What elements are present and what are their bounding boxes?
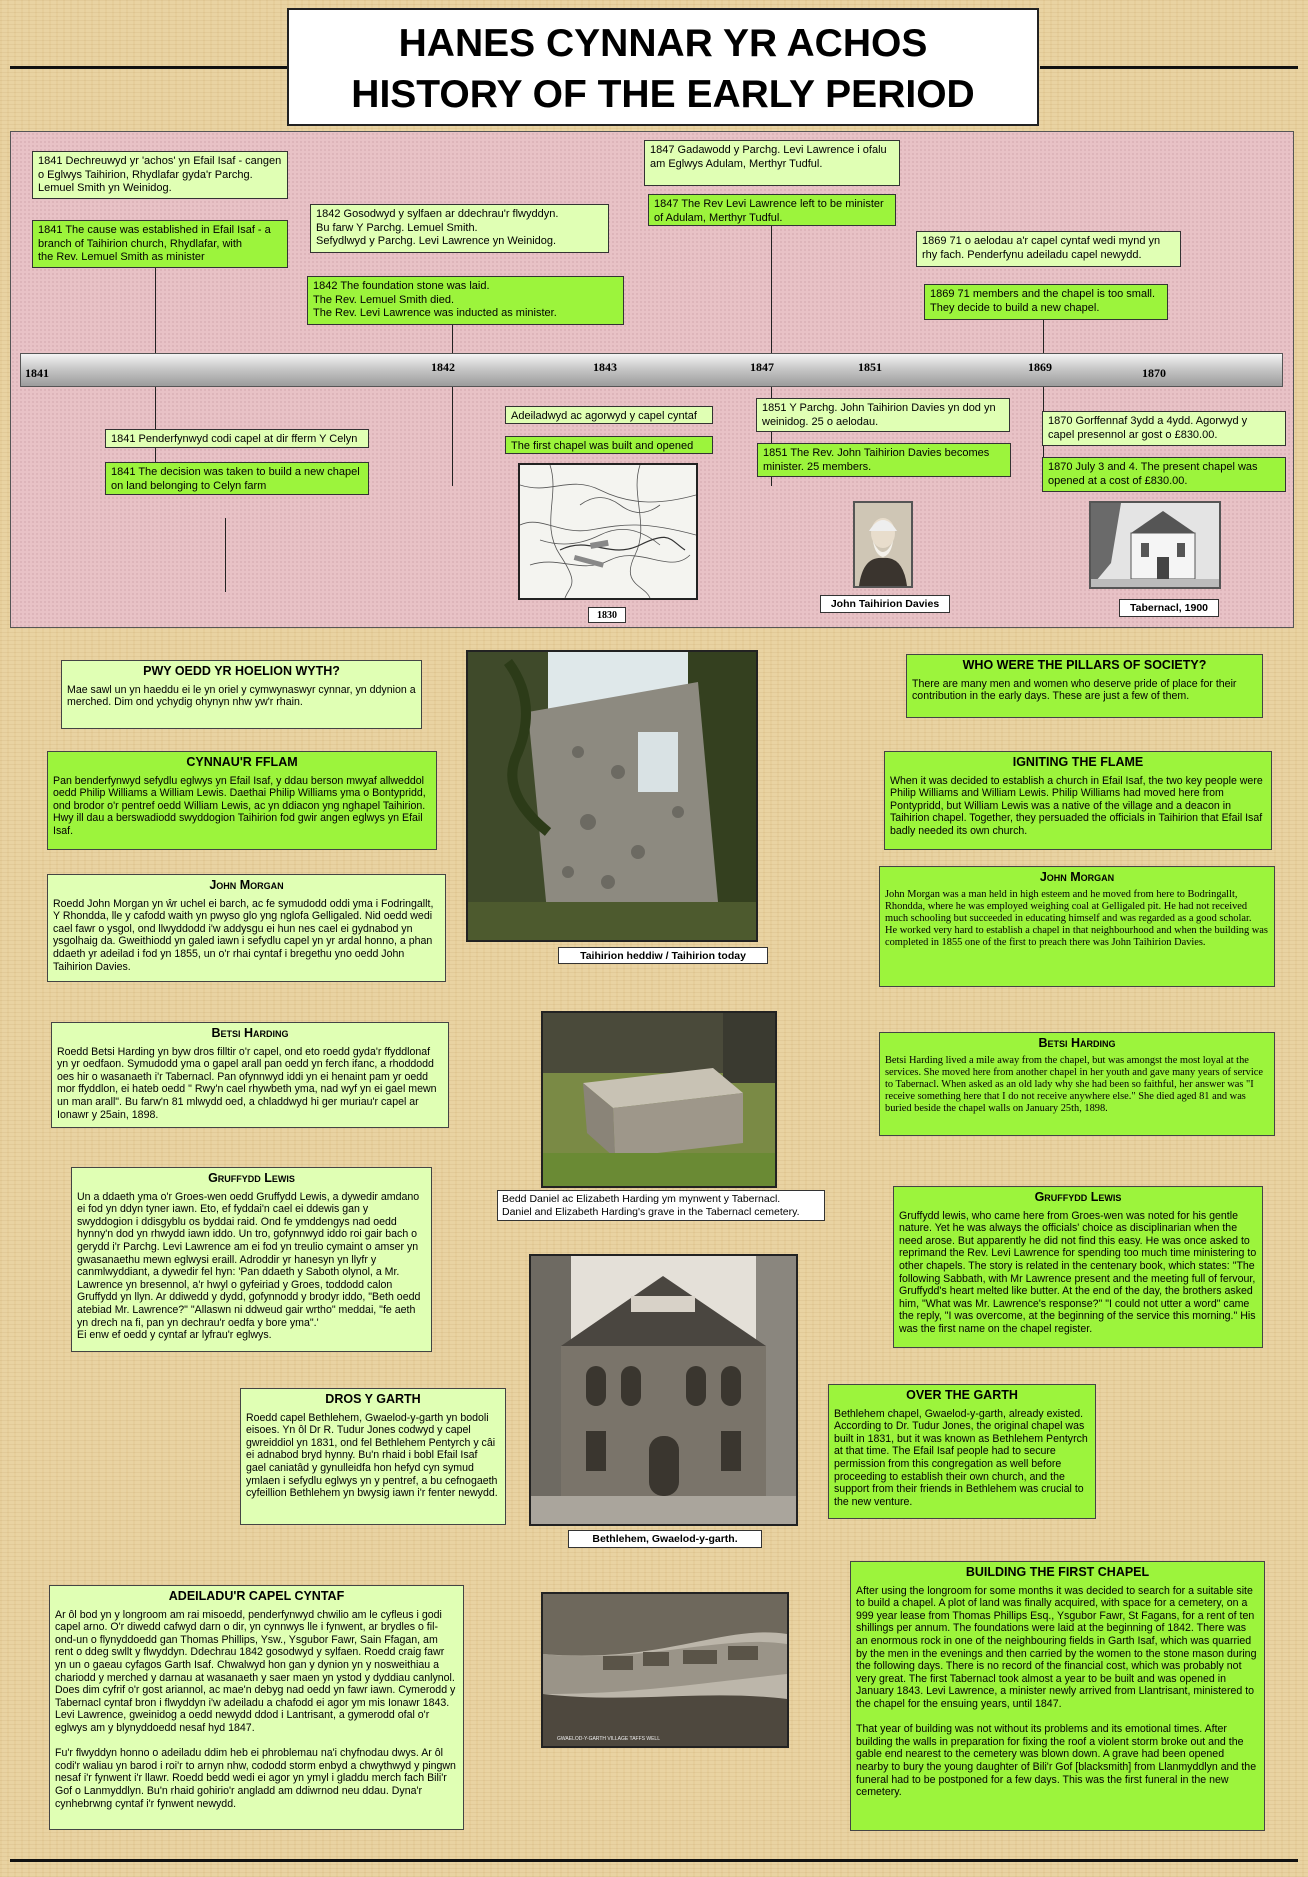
panel-betsi-english-title: Betsi Harding <box>1038 1036 1116 1050</box>
connector-1841-below <box>225 518 226 592</box>
panel-gruffydd-english-body: Gruffydd lewis, who came here from Groes-wen was noted for his gentle nature. Yet he was always the officials' choice as disciplinarian when the need arose. But apparently he did not find this easy. He was once asked to reprimand the Rev. Levi Lawrence for spending too much time ministering to other chapels. The story is related in the centenary book, which states: "The following Sabbath, with Mr Lawrence present and the meeting full of fervour, Gruffydd's heart melted like butter. At the end of the day, the brothers asked him, "What was Mr. Lawrence's response?" "I could not utter a word" came the reply, "I was overcome, at the beginning of the service this morning." His was the first name on the chapel register. <box>899 1209 1257 1335</box>
tl-1841-welsh: 1841 Dechreuwyd yr 'achos' yn Efail Isaf - cangen o Eglwys Taihirion, Rhydlafar gyda'r Parchg. Lemuel Smith yn Weinidog. <box>32 151 288 199</box>
title-welsh: HANES CYNNAR YR ACHOS <box>398 22 928 65</box>
panel-pwy-oedd <box>61 660 422 729</box>
panel-over-garth <box>828 1384 1096 1519</box>
taihirion-ruin-drawing <box>468 652 756 940</box>
panel-betsi-welsh-body: Roedd Betsi Harding yn byw dros filltir o'r capel, ond eto roedd gyda'r ffyddlonaf yn yr oedfaon. Symudodd yma o gapel arall pan oedd yn ferch ifanc, a rhoddodd oes hir o wasanaeth i'r Tabernacl. Pan ofynnwyd iddi yn ei henaint pam yr oedd mor ffyddlon, ei hateb oedd " Rwy'n cael rhywbeth yma, nad wyf yn ei gael mewn un man arall". Bu farw'n 81 mlwydd oed, a chladdwyd hi ger muriau'r capel ar Ionawr y 25ain, 1898. <box>57 1045 437 1121</box>
panel-over-garth-body: Bethlehem chapel, Gwaelod-y-garth, already existed. According to Dr. Tudur Jones, the original chapel was built in 1831, but it was known as Bethlehem Pentyrch at that time. The Efail Isaf people had to secure permission from this congregation as well before proceeding to establish their own church, and the support from their friends in Bethlehem was crucial to the new venture. <box>834 1407 1088 1508</box>
tl-1851-welsh: 1851 Y Parchg. John Taihirion Davies yn dod yn weinidog. 25 o aelodau. <box>756 398 1010 432</box>
bethlehem-photo <box>529 1254 798 1526</box>
panel-gruffydd-welsh <box>71 1167 432 1352</box>
timeline-bar <box>20 353 1283 387</box>
map-caption: 1830 <box>588 607 626 623</box>
tl-1870-welsh: 1870 Gorffennaf 3ydd a 4ydd. Agorwyd y capel presennol ar gost o £830.00. <box>1042 411 1286 446</box>
tl-1869-english: 1869 71 members and the chapel is too small. They decide to build a new chapel. <box>924 284 1168 320</box>
postcard-inscription: GWAELOD-Y-GARTH VILLAGE TAFFS WELL <box>557 1736 660 1742</box>
panel-adeiladu-capel <box>49 1585 464 1830</box>
grave-caption: Bedd Daniel ac Elizabeth Harding ym mynwent y Tabernacl. Daniel and Elizabeth Harding's grave in the Tabernacl cemetery. <box>497 1190 825 1221</box>
panel-betsi-english <box>879 1032 1275 1136</box>
panel-cynnau-fflam <box>47 751 437 850</box>
panel-building-first-chapel <box>850 1561 1265 1831</box>
tabernacl-1900-image <box>1089 501 1221 589</box>
panel-betsi-english-body: Betsi Harding lived a mile away from the chapel, but was amongst the most loyal at the services. She moved here from another chapel in her youth and gave many years of service to Tabernacl. When asked as an old lady why she had been so faithful, her answer was "I receive something here that I do not receive anywhere else." She died aged 81 and was buried beside the chapel walls on January 25th, 1898. <box>885 1055 1263 1114</box>
grave-drawing <box>543 1013 775 1186</box>
tl-1841b-english: 1841 The decision was taken to build a new chapel on land belonging to Celyn farm <box>105 462 369 495</box>
page-title <box>287 8 1039 126</box>
panel-pwy-oedd-body: Mae sawl un yn haeddu ei le yn oriel y cymwynaswyr cynnar, yn ddynion a merched. Dim ond ychydig ohynyn nhw yw'r rhain. <box>67 683 416 709</box>
grave-photo <box>541 1011 777 1188</box>
panel-pillars-title: WHO WERE THE PILLARS OF SOCIETY? <box>962 658 1207 672</box>
panel-igniting-flame-title: IGNITING THE FLAME <box>1012 755 1144 769</box>
panel-pwy-oedd-title: PWY OEDD YR HOELION WYTH? <box>143 664 340 678</box>
tabernacl-drawing <box>1091 503 1219 587</box>
tabernacl-caption: Tabernacl, 1900 <box>1119 599 1219 617</box>
panel-dros-y-garth-title: DROS Y GARTH <box>325 1392 421 1406</box>
top-rule-right <box>1040 66 1298 69</box>
tl-1851-english: 1851 The Rev. John Taihirion Davies becomes minister. 25 members. <box>757 443 1011 477</box>
panel-adeiladu-capel-body: Ar ôl bod yn y longroom am rai misoedd, penderfynwyd chwilio am le cyfleus i godi capel arno. O'r diwedd cafwyd darn o dir, yn cynnwys lle i fynwent, ar brydles o fil-ond-un o flynyddoedd gan Thomas Phillips, Ysw., Ysgubor Fawr, Sain Ffagan, am rent o ddeg swllt y flwyddyn. Ddechrau 1842 gosodwyd y sylfaen. Roedd craig fawr yn un o gaeau cyfagos Garth Isaf. Chwalwyd hon gan y dynion yn y nosweithiau a chariodd y merched y darnau at wasanaeth y saer maen yn ystod y dyddiau canlynol. Does dim cyfrif o'r gost ariannol, ac mae'n debyg nad oedd yn fawr iawn. Cymerodd y Tabernacl cyntaf bron i flwyddyn i'w adeiladu a chafodd ei agor ym mis Ionawr 1843. Levi Lawrence, gweinidog a oedd newydd ddod i Lantrisant, a gymerodd ofal o'r eglwys am y blynyddoedd nesaf hyd 1847. Fu'r flwyddyn honno o adeiladu ddim heb ei phroblemau na'i chyfnodau dwys. Ar ôl codi'r waliau yn barod i roi'r to arnyn nhw, cododd storm enbyd a chwythwyd y pingwn nesaf i'r fynwent i'r llawr. Roedd bedd wedi ei agor yn ymyl i gladdu merch fach Bili'r Gof o Lanmyddlyn. Bu'n rhaid gohirio'r angladd am ddiwrnod neu ddau. Dyna'r cynhebrwng cyntaf i'r fynwent newydd. <box>55 1608 456 1810</box>
panel-john-morgan-english-title: John Morgan <box>1039 870 1115 884</box>
panel-igniting-flame-body: When it was decided to establish a church in Efail Isaf, the two key people were Philip Williams and William Lewis. Philip Williams had moved here from Pontypridd, but William Lewis was a native of the village and a deacon in Taihirion chapel. Together, they persuaded the officials in Taihirion that Efail Isaf badly needed its own church. <box>890 774 1263 837</box>
year-1841: 1841 <box>25 366 49 380</box>
bethlehem-caption: Bethlehem, Gwaelod-y-garth. <box>568 1530 762 1548</box>
panel-cynnau-fflam-title: CYNNAU'R FFLAM <box>186 755 298 769</box>
panel-cynnau-fflam-body: Pan benderfynwyd sefydlu eglwys yn Efail Isaf, y ddau berson mwyaf allweddol oedd Philip Williams a William Lewis. Daethai Philip Williams yma o Bontypridd, ond brodor o'r pentref oedd William Lewis, ac yn ddiacon yng nghapel Taihirion. Hwy ill dau a berswadiodd swyddogion Taihirion fod gwir angen eglwys yn Efail Isaf. <box>53 774 426 837</box>
year-1869: 1869 <box>1028 360 1052 374</box>
portrait-caption: John Taihirion Davies <box>820 595 950 613</box>
connector-1842-above <box>452 324 453 486</box>
top-rule-left <box>10 66 288 69</box>
panel-over-garth-title: OVER THE GARTH <box>906 1388 1018 1402</box>
postcard-photo <box>541 1592 789 1748</box>
map-1830-image <box>518 463 698 600</box>
tl-1870-english: 1870 July 3 and 4. The present chapel was opened at a cost of £830.00. <box>1042 457 1286 492</box>
title-english: HISTORY OF THE EARLY PERIOD <box>351 73 975 116</box>
taihirion-caption: Taihirion heddiw / Taihirion today <box>558 947 768 964</box>
panel-gruffydd-welsh-body: Un a ddaeth yma o'r Groes-wen oedd Gruffydd Lewis, a dywedir amdano ei fod yn ddyn tyner iawn. Eto, ef fyddai'n cael ei ddewis gan y swyddogion i ddisgyblu os byddai raid. Ond fe ymddengys nad oedd hynny'n dod yn rhwydd iawn iddo. Un tro, gofynnwyd iddo roi gair bach o gerydd i'r Parchg. Levi Lawrence am ei fod yn treulio cymaint o amser yn gwasanaethu mewn eglwysi eraill. Adroddir yr hanesyn yn llyfr y canmlwyddiant, a dywedir fel hyn: 'Pan ddaeth y Saboth olynol, a Mr. Lawrence yn bresennol, a'r hwyl o gyfeiriad y Groes, toddodd calon Gruffydd yn llyn. Ar ddiwedd y dydd, gofynnodd y brodyr iddo, "Beth oedd atebiad Mr. Lawrence?" "Allaswn ni ddweud gair wrtho" meddai, "fe aeth yn drech na fi, pan yn dechrau'r oedfa y bore yma".' Ei enw ef oedd y cyntaf ar lyfrau'r eglwys. <box>77 1190 421 1342</box>
postcard-drawing <box>543 1594 787 1746</box>
panel-john-morgan-welsh <box>47 874 446 982</box>
panel-building-first-chapel-body: After using the longroom for some months it was decided to search for a suitable site to build a chapel. A plot of land was finally acquired, with space for a cemetery, on a 999 year lease from Thomas Phillips Esq., Ysgubor Fawr, St Fagans, for a rent of ten shillings per annum. The foundations were laid at the beginning of 1842. There was an enormous rock in one of the neighbouring fields in Garth Isaf, which was quarried by the men in the evenings and then carried by the women to the stone mason during the following days. There is no record of the financial cost, which was probably not very great. The first Tabernacl took almost a year to be built and was opened in January 1843. Levi Lawrence, a minister newly arrived from Llantrisant, ministered to the chapel for the ensuing years, until 1847. That year of building was not without its problems and its emotional times. After building the walls in preparation for fixing the roof a violent storm broke out and the gable end nearest to the cemetery was blown down. A grave had been opened nearby to bury the young daughter of Bili'r Gof [blacksmith] from Llanmyddlyn and the funeral had to be postponed for a few days. This was the first funeral in the new cemetery. <box>856 1584 1257 1799</box>
panel-gruffydd-english-title: Gruffydd Lewis <box>1034 1190 1122 1204</box>
panel-pillars-body: There are many men and women who deserve pride of place for their contribution in the early days. These are just a few of them. <box>912 677 1237 703</box>
panel-betsi-welsh <box>51 1022 449 1128</box>
panel-john-morgan-english <box>879 866 1275 987</box>
tl-1841b-welsh: 1841 Penderfynwyd codi capel at dir fferm Y Celyn <box>105 429 369 448</box>
tl-1842-english: 1842 The foundation stone was laid. The Rev. Lemuel Smith died. The Rev. Levi Lawrence was inducted as minister. <box>307 276 624 325</box>
year-1870: 1870 <box>1142 366 1166 380</box>
panel-dros-y-garth <box>240 1388 506 1525</box>
tl-1843-welsh: Adeiladwyd ac agorwyd y capel cyntaf <box>505 406 713 424</box>
bottom-rule <box>10 1859 1298 1862</box>
portrait-image <box>853 501 913 588</box>
year-1842: 1842 <box>431 360 455 374</box>
panel-john-morgan-welsh-title: John Morgan <box>209 878 284 892</box>
panel-john-morgan-welsh-body: Roedd John Morgan yn ŵr uchel ei barch, ac fe symudodd oddi yma i Fodringallt, Y Rhondda, lle y cafodd waith yn pwyso glo yng nglofa Gelligaled. Nid oedd wedi cael fawr o ysgol, ond llwyddodd i'w addysgu ei hun nes cael ei gydnabod yn ysgolhaig da. Gweithiodd yn galed iawn i sefydlu capel yn yr ardal honno, a phan ddaeth yr adeilad i fod yn 1855, un o'r rhai cyntaf i bregethu yno oedd John Taihirion Davies. <box>53 897 434 973</box>
tl-1843-english: The first chapel was built and opened <box>505 436 713 454</box>
year-1851: 1851 <box>858 360 882 374</box>
taihirion-photo <box>466 650 758 942</box>
tl-1869-welsh: 1869 71 o aelodau a'r capel cyntaf wedi mynd yn rhy fach. Penderfynu adeiladu capel newydd. <box>916 231 1181 267</box>
tl-1847-welsh: 1847 Gadawodd y Parchg. Levi Lawrence i ofalu am Eglwys Adulam, Merthyr Tudful. <box>644 140 900 186</box>
panel-igniting-flame <box>884 751 1272 850</box>
panel-gruffydd-english <box>893 1186 1263 1348</box>
panel-dros-y-garth-body: Roedd capel Bethlehem, Gwaelod-y-garth yn bodoli eisoes. Yn ôl Dr R. Tudur Jones codwyd y capel gwreiddiol yn 1831, ond fel Bethlehem Pentyrch y câi ei adnabod bryd hynny. Bu'n rhaid i bobl Efail Isaf gael caniatâd y gynulleidfa hon hefyd cyn symud ymlaen i sefydlu eglwys yn y pentref, a bu cefnogaeth cyfeillion Bethlehem yn bwysig iawn i'r fenter newydd. <box>246 1411 498 1500</box>
map-drawing <box>520 465 696 598</box>
panel-building-first-chapel-title: BUILDING THE FIRST CHAPEL <box>965 1565 1150 1579</box>
tl-1841-english: 1841 The cause was established in Efail Isaf - a branch of Taihirion church, Rhydlafar, with the Rev. Lemuel Smith as minister <box>32 220 288 268</box>
panel-adeiladu-capel-title: ADEILADU'R CAPEL CYNTAF <box>168 1589 345 1603</box>
panel-gruffydd-welsh-title: Gruffydd Lewis <box>208 1171 295 1185</box>
year-1843: 1843 <box>593 360 617 374</box>
tl-1847-english: 1847 The Rev Levi Lawrence left to be minister of Adulam, Merthyr Tudful. <box>648 194 896 226</box>
tl-1842-welsh: 1842 Gosodwyd y sylfaen ar ddechrau'r flwyddyn. Bu farw Y Parchg. Lemuel Smith. Sefydlwyd y Parchg. Levi Lawrence yn Weinidog. <box>310 204 609 253</box>
timeline-panel <box>10 131 1294 628</box>
panel-pillars <box>906 654 1263 718</box>
bethlehem-drawing <box>531 1256 796 1524</box>
panel-betsi-welsh-title: Betsi Harding <box>211 1026 289 1040</box>
panel-john-morgan-english-body: John Morgan was a man held in high esteem and he moved from here to Bodringallt, Rhondda, where he was employed weighing coal at Gelligaled pit. He had not received much schooling but succeeded in educating himself and was regarded as a good scholar. He worked very hard to establish a chapel in that neighbourhood and when the building was completed in 1855 one of the first to preach there was John Taihirion Davies. <box>885 889 1268 948</box>
year-1847: 1847 <box>750 360 774 374</box>
portrait-drawing <box>855 503 911 586</box>
